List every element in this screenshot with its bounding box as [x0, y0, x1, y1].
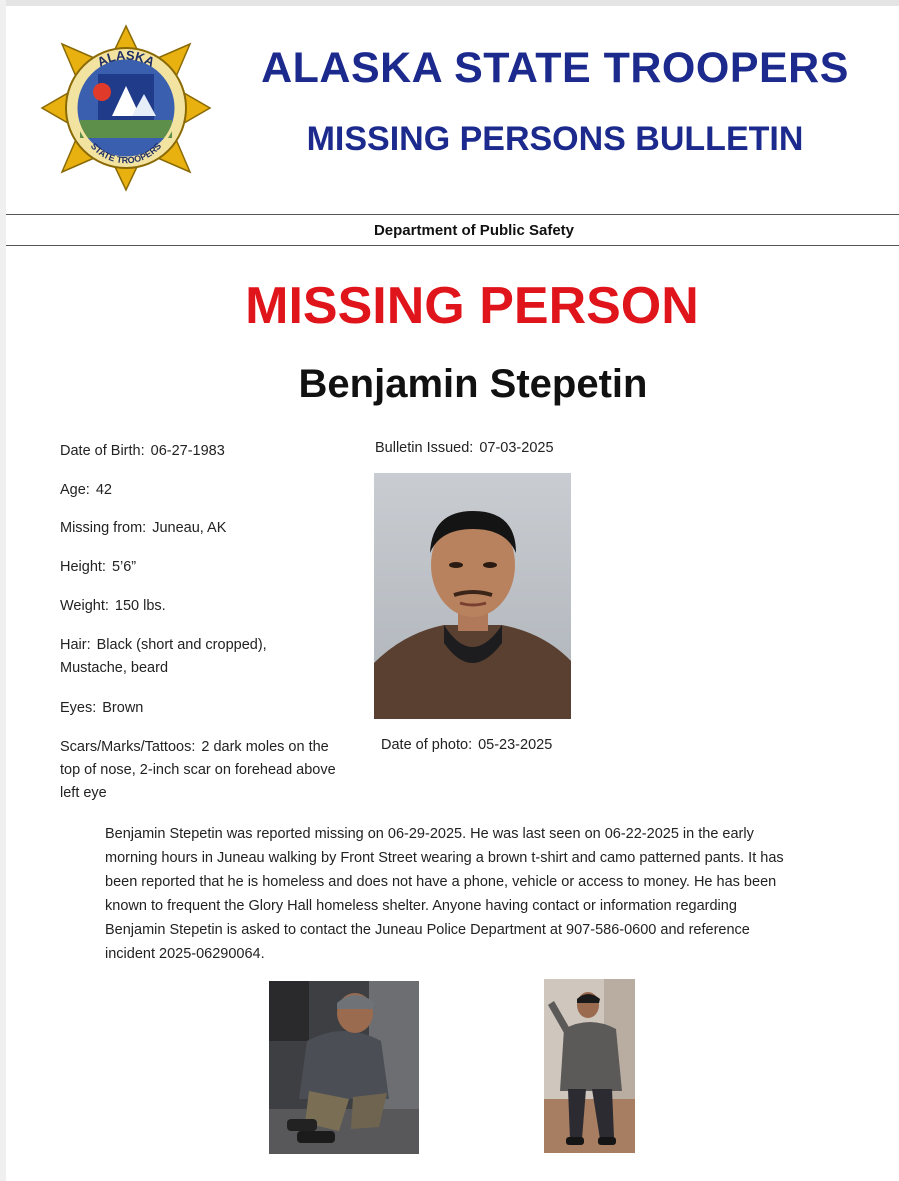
- missing-person-name: Benjamin Stepetin: [298, 362, 648, 406]
- scars-value-line3: left eye: [60, 785, 107, 801]
- bulletin-issued-value: 07-03-2025: [479, 440, 554, 456]
- narrative-line: incident 2025-06290064.: [105, 946, 265, 962]
- bulletin-issued-label: Bulletin Issued:: [375, 440, 474, 456]
- sitting-photo: [269, 981, 419, 1154]
- weight-value: 150 lbs.: [114, 598, 166, 614]
- hair-value: Black (short and cropped),: [96, 637, 267, 653]
- missing-from-row: [60, 517, 360, 540]
- narrative-line: known to frequent the Glory Hall homeless shelter. Anyone having contact or information regarding: [105, 898, 737, 914]
- narrative-line: Benjamin Stepetin was reported missing on 06-29-2025. He was last seen on 06-22-2025 in the early: [105, 826, 754, 842]
- dob-label: Date of Birth:: [60, 443, 145, 459]
- dob-row: [60, 440, 360, 463]
- hair-label: Hair:: [60, 637, 91, 653]
- badge-top-text: ALASKA: [94, 47, 158, 70]
- missing-from-value: Juneau, AK: [152, 520, 227, 536]
- mugshot-photo: [374, 473, 571, 719]
- missing-from-label: Missing from:: [60, 520, 147, 536]
- age-row: [60, 479, 360, 502]
- agency-title: ALASKA STATE TROOPERS: [261, 44, 849, 92]
- eyes-value: Brown: [102, 700, 144, 716]
- bulletin-type-title: MISSING PERSONS BULLETIN: [306, 120, 804, 158]
- header-divider-top: [6, 214, 899, 215]
- standing-photo: [544, 979, 635, 1153]
- narrative-line: Benjamin Stepetin is asked to contact the Juneau Police Department at 907-586-0600 and reference: [105, 922, 750, 938]
- missing-person-heading: MISSING PERSON: [245, 277, 699, 335]
- age-value: 42: [95, 482, 112, 498]
- narrative-paragraph: [105, 822, 835, 966]
- department-name: Department of Public Safety: [373, 222, 575, 239]
- hair-row: [60, 634, 360, 680]
- bulletin-issued: [375, 440, 554, 456]
- photo-date: [381, 737, 552, 753]
- scars-label: Scars/Marks/Tattoos:: [60, 739, 196, 755]
- height-value: 5’6”: [111, 559, 137, 575]
- weight-label: Weight:: [60, 598, 109, 614]
- photo-date-value: 05-23-2025: [478, 737, 553, 753]
- scars-row: [60, 736, 360, 805]
- page-top-edge: [0, 0, 899, 6]
- age-label: Age:: [60, 482, 90, 498]
- eyes-row: [60, 697, 360, 720]
- narrative-line: morning hours in Juneau walking by Front Street wearing a brown t-shirt and camo patterned pants. It has: [105, 850, 784, 866]
- hair-value-line2: Mustache, beard: [60, 660, 169, 676]
- scars-value-line1: 2 dark moles on the: [201, 739, 329, 755]
- photo-date-label: Date of photo:: [381, 737, 473, 753]
- badge-bottom-text: STATE TROOPERS: [88, 140, 164, 166]
- scars-value-line2: top of nose, 2-inch scar on forehead above: [60, 762, 336, 778]
- page-left-edge: [0, 0, 6, 1181]
- alaska-state-troopers-badge-logo: [40, 24, 212, 192]
- eyes-label: Eyes:: [60, 700, 97, 716]
- height-label: Height:: [60, 559, 106, 575]
- height-row: [60, 556, 360, 579]
- header-divider-bottom: [6, 245, 899, 246]
- weight-row: [60, 595, 360, 618]
- dob-value: 06-27-1983: [150, 443, 225, 459]
- narrative-line: been reported that he is homeless and does not have a phone, vehicle or access to money. He has been: [105, 874, 777, 890]
